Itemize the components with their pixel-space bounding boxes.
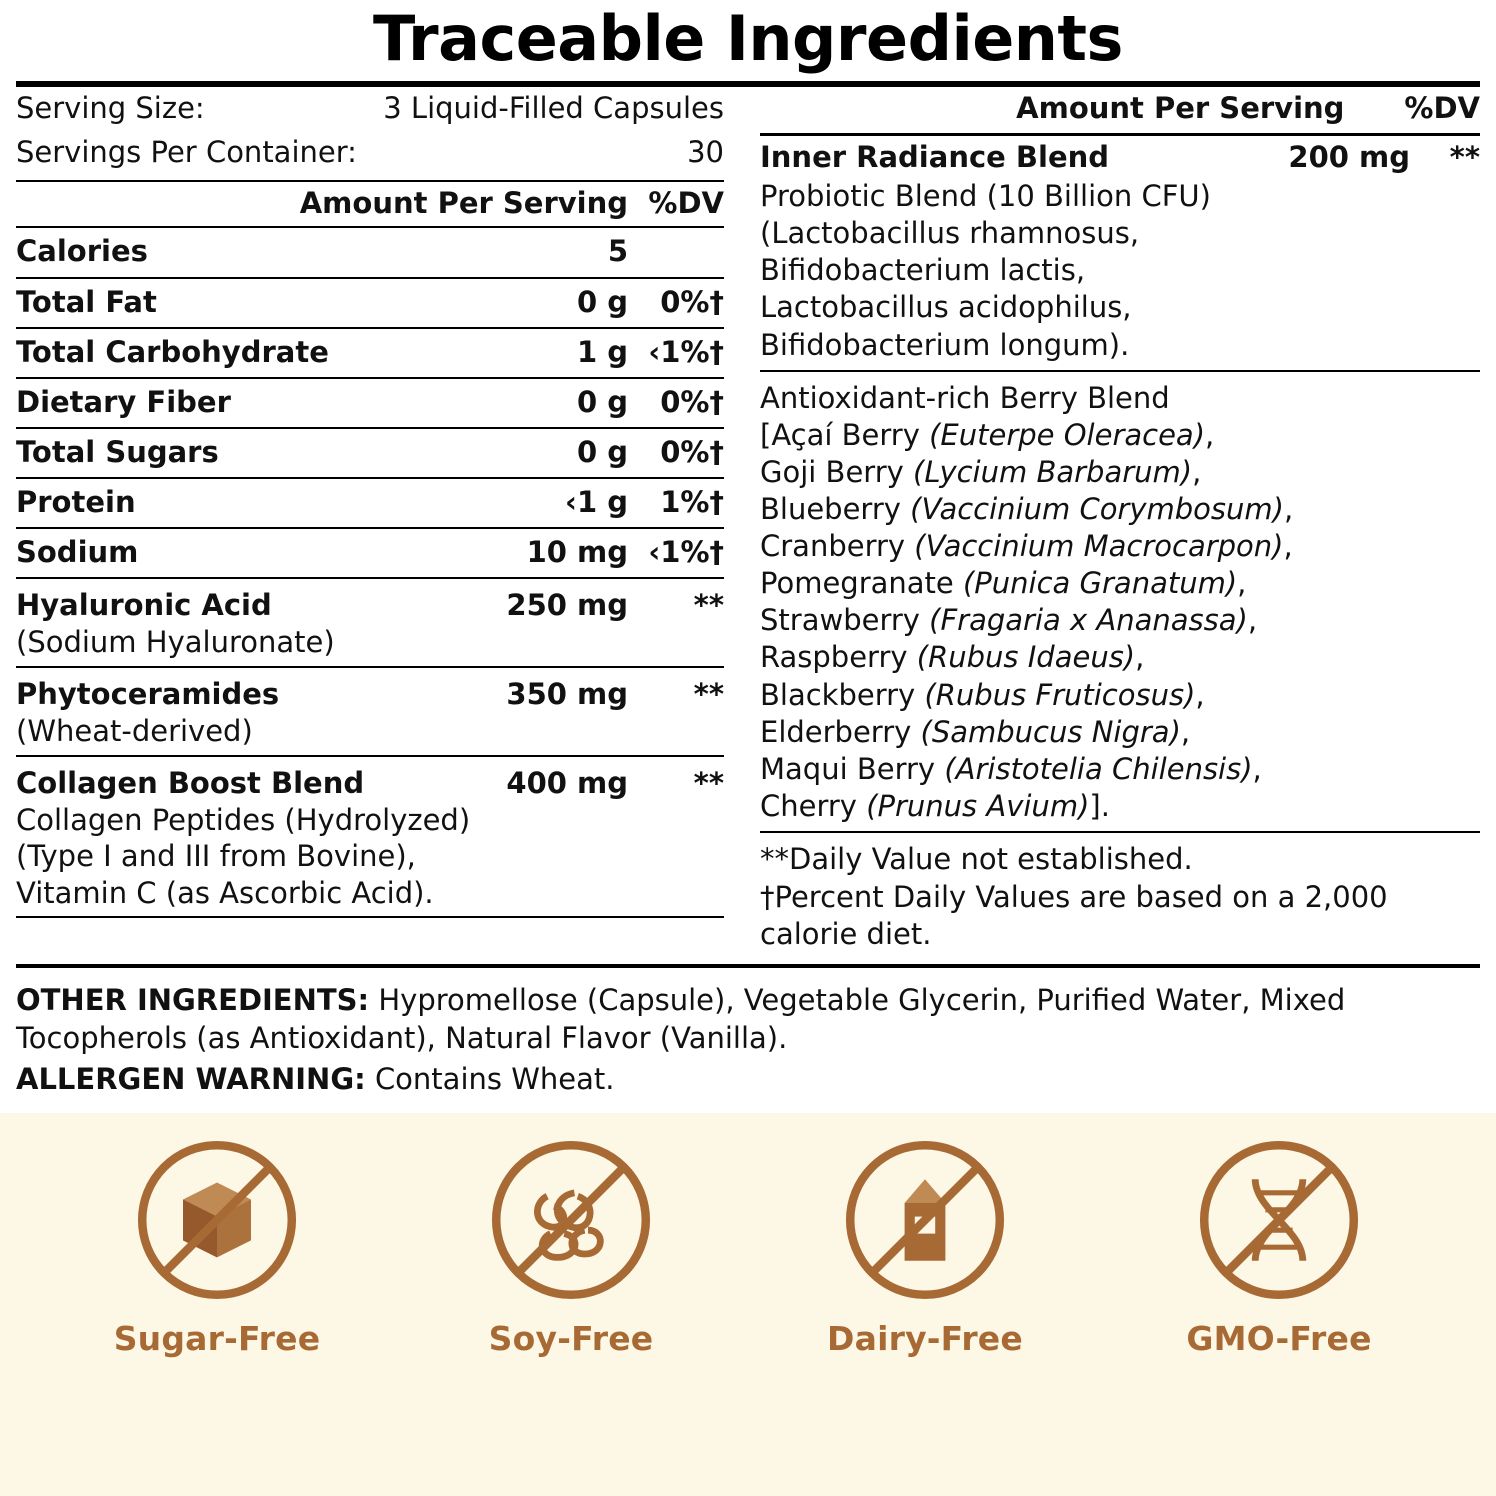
right-column-headers	[760, 87, 1480, 133]
ingredient-amount: 400 mg	[506, 765, 628, 800]
berry-item: Cherry (Prunus Avium)].	[760, 788, 1110, 823]
badge-label: GMO-Free	[1186, 1319, 1372, 1359]
other-ingredients-section	[0, 968, 1496, 1099]
nutrient-dv: 0%†	[660, 284, 724, 319]
ingredient-blocks	[16, 577, 724, 918]
serving-size-row	[16, 87, 724, 131]
inner-radiance-blend-amount: 200 mg	[1288, 140, 1410, 175]
nutrient-dv: 0%†	[660, 434, 724, 469]
badge-label: Soy-Free	[488, 1319, 654, 1359]
page-title: Traceable Ingredients	[373, 2, 1123, 75]
berry-blend-title: Antioxidant-rich Berry Blend	[760, 380, 1170, 415]
nutrient-name: Total Fat	[16, 284, 157, 319]
berry-blend-block	[760, 372, 1480, 831]
inner-radiance-blend-row	[760, 136, 1480, 176]
nutrient-name: Total Carbohydrate	[16, 334, 329, 369]
sugar-cube-no-icon	[132, 1135, 302, 1305]
servings-per-container-row	[16, 131, 724, 175]
nutrient-amount: 0 g	[576, 434, 628, 469]
berry-item: Cranberry (Vaccinium Macrocarpon),	[760, 529, 1293, 564]
nutrient-row	[16, 327, 724, 377]
probiotic-line: Probiotic Blend (10 Billion CFU)	[760, 179, 1211, 214]
soybean-no-icon	[486, 1135, 656, 1305]
ingredient-header	[16, 763, 724, 802]
dna-no-icon	[1194, 1135, 1364, 1305]
probiotic-line: Bifidobacterium longum).	[760, 327, 1130, 362]
allergen-paragraph	[16, 1061, 1480, 1099]
ingredient-dv: **	[693, 588, 724, 623]
berry-list	[760, 417, 1480, 825]
footnotes	[760, 833, 1480, 954]
berry-item: Elderberry (Sambucus Nigra),	[760, 714, 1191, 749]
nutrient-dv: ‹1%†	[648, 535, 724, 570]
badge-gmo-free	[1154, 1135, 1404, 1358]
allergen-warning-label: ALLERGEN WARNING:	[16, 1062, 366, 1097]
nutrient-name: Protein	[16, 485, 136, 520]
servings-per-container-label: Servings Per Container:	[16, 134, 357, 169]
milk-carton-no-icon	[840, 1135, 1010, 1305]
badge-label: Dairy-Free	[827, 1319, 1023, 1359]
probiotic-blend-text	[760, 176, 1480, 370]
other-ingredients-label: OTHER INGREDIENTS:	[16, 983, 370, 1018]
ingredient-block	[16, 755, 724, 917]
badge-label: Sugar-Free	[113, 1319, 321, 1359]
ingredient-name: Hyaluronic Acid	[16, 588, 272, 623]
dv-header-right: %DV	[1404, 91, 1480, 126]
nutrient-row	[16, 377, 724, 427]
nutrient-dv: 1%†	[660, 485, 724, 520]
other-ingredients-text: Hypromellose (Capsule), Vegetable Glycerin, Purified Water, Mixed Tocopherols (as Antioxidant), Natural Flavor (Vanilla).	[16, 983, 1346, 1055]
nutrient-row	[16, 527, 724, 577]
nutrient-row	[16, 226, 724, 276]
nutrient-amount: 1 g	[576, 334, 628, 369]
nutrient-amount: 0 g	[576, 384, 628, 419]
nutrient-amount: ‹1 g	[565, 485, 628, 520]
amount-per-serving-header-right: Amount Per Serving	[1016, 91, 1345, 126]
nutrient-amount: 0 g	[576, 284, 628, 319]
dv-header: %DV	[648, 186, 724, 221]
ingredient-subtext: Collagen Peptides (Hydrolyzed) (Type I and III from Bovine), Vitamin C (as Ascorbic Acid).	[16, 802, 471, 910]
allergen-warning-text: Contains Wheat.	[374, 1062, 615, 1097]
servings-per-container-value: 30	[687, 134, 724, 169]
berry-item: Goji Berry (Lycium Barbarum),	[760, 454, 1202, 489]
berry-item: [Açaí Berry (Euterpe Oleracea),	[760, 417, 1215, 452]
probiotic-line: (Lactobacillus rhamnosus,	[760, 216, 1140, 251]
ingredient-name: Collagen Boost Blend	[16, 765, 365, 800]
nutrient-amount: 10 mg	[526, 535, 628, 570]
nutrient-name: Dietary Fiber	[16, 384, 231, 419]
berry-item: Strawberry (Fragaria x Ananassa),	[760, 603, 1258, 638]
ingredient-block	[16, 666, 724, 755]
left-bottom-divider	[16, 916, 724, 918]
nutrient-name: Sodium	[16, 535, 139, 570]
right-column	[738, 87, 1480, 954]
ingredient-amount: 350 mg	[506, 676, 628, 711]
ingredient-amount: 250 mg	[506, 588, 628, 623]
ingredient-name: Phytoceramides	[16, 676, 280, 711]
badge-dairy-free	[800, 1135, 1050, 1358]
left-column	[16, 87, 738, 954]
nutrient-dv: ‹1%†	[648, 334, 724, 369]
ingredient-dv: **	[693, 765, 724, 800]
berry-item: Raspberry (Rubus Idaeus),	[760, 640, 1145, 675]
nutrient-name: Calories	[16, 234, 148, 269]
nutrient-row	[16, 277, 724, 327]
nutrient-row	[16, 477, 724, 527]
left-column-headers	[16, 182, 724, 226]
inner-radiance-blend-name: Inner Radiance Blend	[760, 140, 1110, 175]
inner-radiance-blend-dv: **	[1449, 140, 1480, 175]
ingredient-block	[16, 577, 724, 666]
probiotic-line: Lactobacillus acidophilus,	[760, 290, 1132, 325]
nutrient-row	[16, 427, 724, 477]
badge-strip	[0, 1113, 1496, 1496]
ingredient-header	[16, 674, 724, 713]
badge-sugar-free	[92, 1135, 342, 1358]
serving-size-value: 3 Liquid-Filled Capsules	[383, 91, 724, 126]
amount-per-serving-header: Amount Per Serving	[299, 186, 628, 221]
badge-soy-free	[446, 1135, 696, 1358]
ingredient-subtext: (Wheat-derived)	[16, 713, 253, 748]
ingredient-dv: **	[693, 676, 724, 711]
facts-columns	[0, 87, 1496, 954]
nutrient-rows	[16, 226, 724, 577]
nutrient-name: Total Sugars	[16, 434, 219, 469]
serving-size-label: Serving Size:	[16, 91, 205, 126]
nutrient-amount: 5	[607, 234, 628, 269]
berry-item: Blackberry (Rubus Fruticosus),	[760, 677, 1205, 712]
probiotic-line: Bifidobacterium lactis,	[760, 253, 1086, 288]
other-ingredients-paragraph	[16, 982, 1480, 1057]
berry-item: Pomegranate (Punica Granatum),	[760, 566, 1247, 601]
footnote-percent-daily-values: †Percent Daily Values are based on a 2,000 calorie diet.	[760, 879, 1388, 952]
ingredient-header	[16, 585, 724, 624]
berry-item: Blueberry (Vaccinium Corymbosum),	[760, 491, 1294, 526]
ingredient-subtext: (Sodium Hyaluronate)	[16, 625, 335, 660]
nutrient-dv: 0%†	[660, 384, 724, 419]
footnote-daily-value-not-established: **Daily Value not established.	[760, 841, 1193, 876]
berry-item: Maqui Berry (Aristotelia Chilensis),	[760, 751, 1262, 786]
